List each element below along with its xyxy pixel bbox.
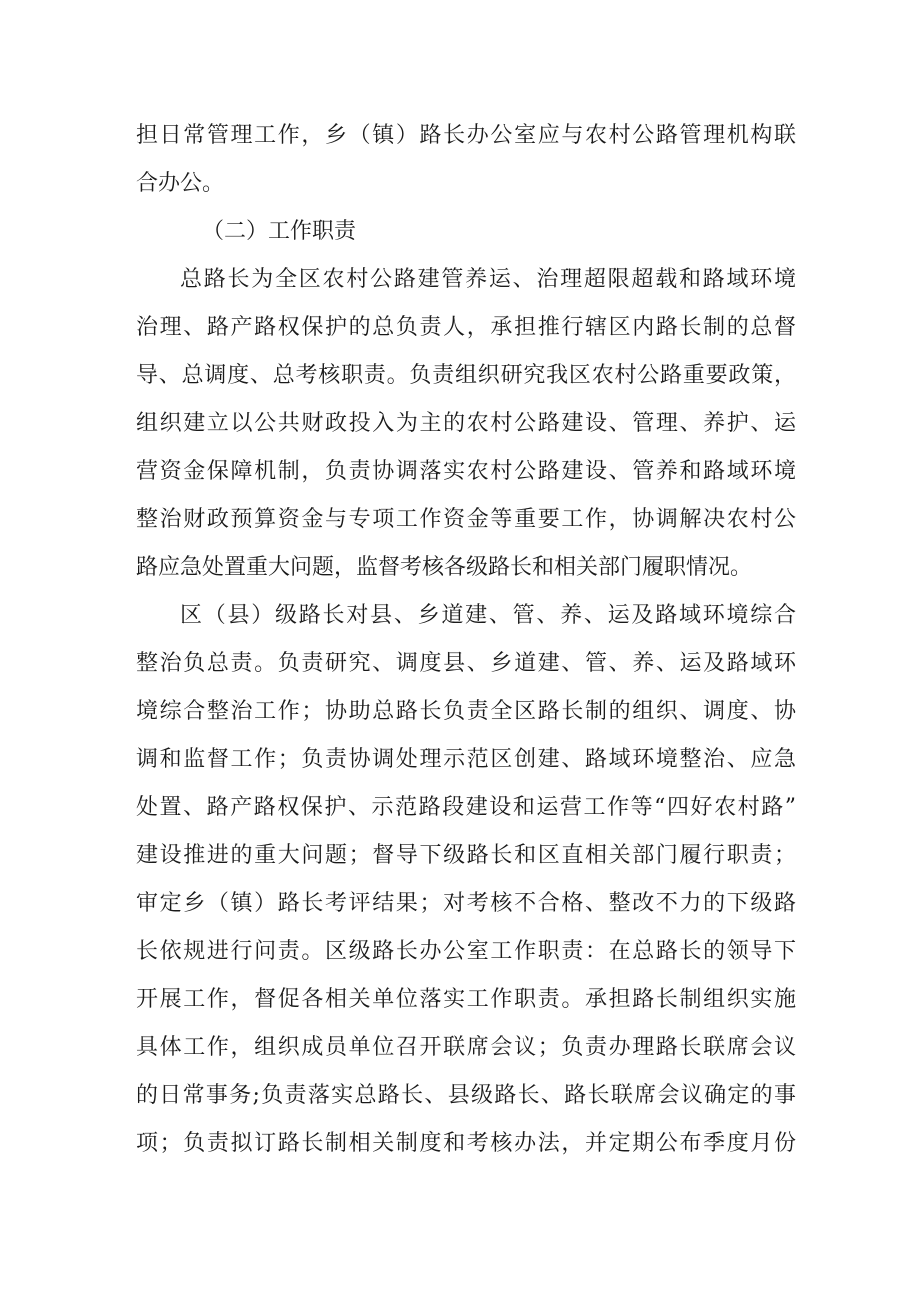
- text-line: 审定乡（镇）路长考评结果；对考核不合格、整改不力的下级路: [136, 891, 796, 916]
- text-line: 合办公。: [136, 171, 225, 196]
- text-line: 营资金保障机制，负责协调落实农村公路建设、管养和路域环境: [136, 459, 796, 484]
- text-line: 区（县）级路长对县、乡道建、管、养、运及路域环境综合: [180, 603, 796, 628]
- document-body: [136, 112, 796, 1168]
- text-line: 担日常管理工作，乡（镇）路长办公室应与农村公路管理机构联: [136, 123, 796, 148]
- text-line: 的日常事务;负责落实总路长、县级路长、路长联席会议确定的事: [136, 1083, 796, 1108]
- text-line: 处置、路产路权保护、示范路段建设和运营工作等“四好农村路”: [136, 795, 796, 820]
- text-line: 整治财政预算资金与专项工作资金等重要工作，协调解决农村公: [136, 507, 796, 532]
- text-line: 组织建立以公共财政投入为主的农村公路建设、管理、养护、运: [136, 411, 796, 436]
- text-line: 具体工作，组织成员单位召开联席会议；负责办理路长联席会议: [136, 1035, 796, 1060]
- text-line: 总路长为全区农村公路建管养运、治理超限超载和路域环境: [180, 267, 796, 292]
- section-heading: （二）工作职责: [202, 219, 357, 244]
- text-line: 境综合整治工作；协助总路长负责全区路长制的组织、调度、协: [136, 699, 796, 724]
- text-line: 长依规进行问责。区级路长办公室工作职责：在总路长的领导下: [136, 939, 796, 964]
- text-line: 整治负总责。负责研究、调度县、乡道建、管、养、运及路域环: [136, 651, 796, 676]
- text-line: 开展工作，督促各相关单位落实工作职责。承担路长制组织实施: [136, 987, 796, 1012]
- text-line: 调和监督工作；负责协调处理示范区创建、路域环境整治、应急: [136, 747, 796, 772]
- text-line: 路应急处置重大问题，监督考核各级路长和相关部门履职情况。: [136, 555, 753, 580]
- text-line: 导、总调度、总考核职责。负责组织研究我区农村公路重要政策，: [136, 363, 796, 388]
- text-line: 项；负责拟订路长制相关制度和考核办法，并定期公布季度月份: [136, 1131, 796, 1156]
- text-line: 治理、路产路权保护的总负责人，承担推行辖区内路长制的总督: [136, 315, 796, 340]
- text-line: 建设推进的重大问题；督导下级路长和区直相关部门履行职责；: [136, 843, 796, 868]
